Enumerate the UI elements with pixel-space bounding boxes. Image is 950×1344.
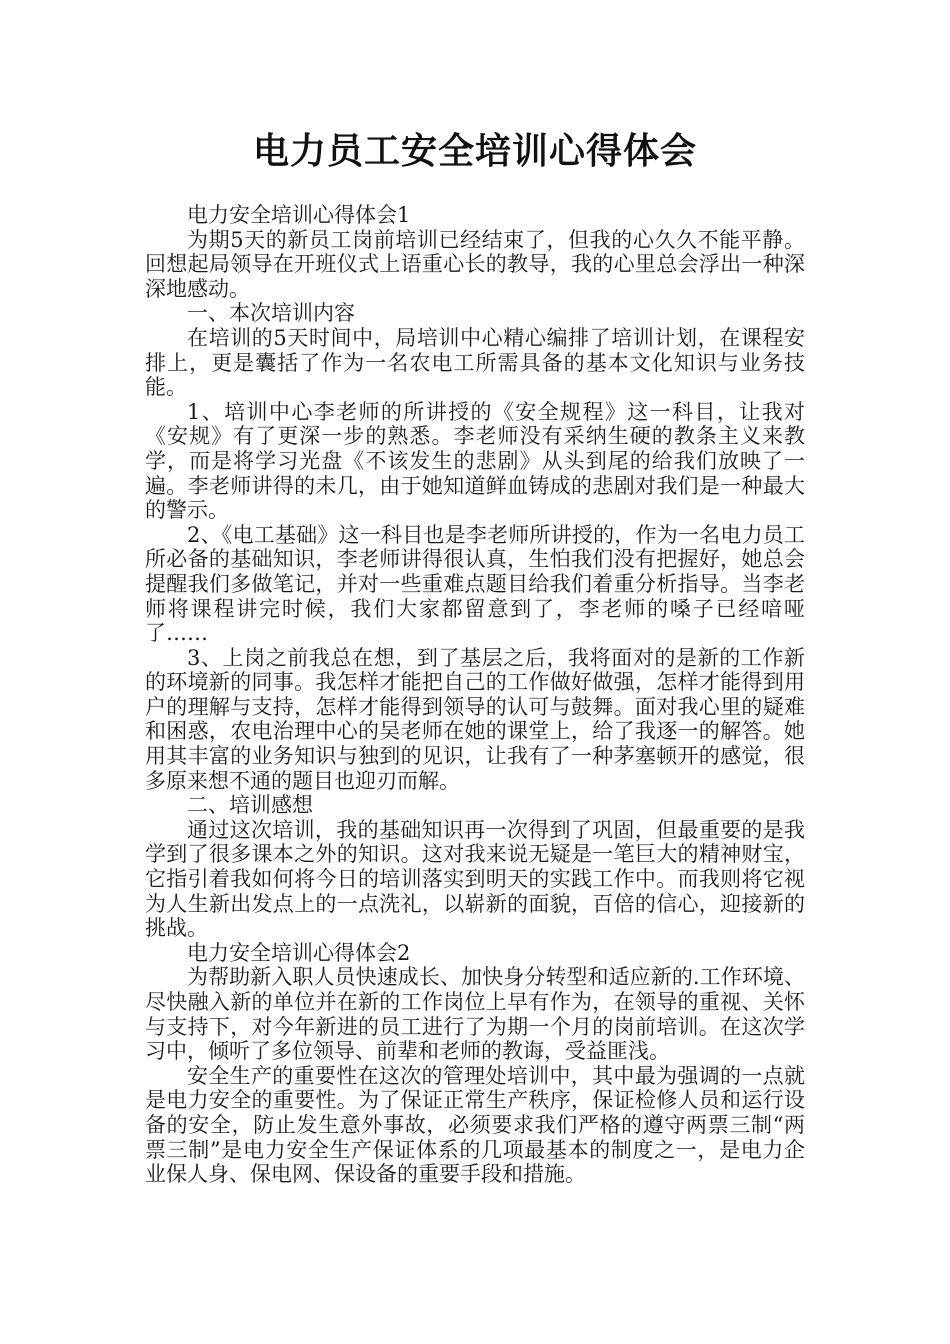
document-page: [145, 128, 805, 1187]
paragraph: 安全生产的重要性在这次的管理处培训中，其中最为强调的一点就是电力安全的重要性。为了保证正常生产秩序，保证检修人员和运行设备的安全，防止发生意外事故，必须要求我们严格的遵守两票三制“两票三制”是电力安全生产保证体系的几项最基本的制度之一，是电力企业保人身、保电网、保设备的重要手段和措施。: [145, 1063, 805, 1187]
section-heading: 二、培训感想: [187, 793, 313, 818]
paragraph: 为期5天的新员工岗前培训已经结束了，但我的心久久不能平静。回想起局领导在开班仪式上语重心长的教导，我的心里总会浮出一种深深地感动。: [145, 227, 805, 301]
paragraph: 1、培训中心李老师的所讲授的《安全规程》这一科目，让我对《安规》有了更深一步的熟悉。李老师没有采纳生硬的教条主义来教学，而是将学习光盘《不该发生的悲剧》从头到尾的给我们放映了一遍。李老师讲得的未几，由于她知道鲜血铸成的悲剧对我们是一种最大的警示。: [145, 399, 805, 523]
document-title: 电力员工安全培训心得体会: [252, 131, 697, 172]
paragraph: 通过这次培训，我的基础知识再一次得到了巩固，但最重要的是我学到了很多课本之外的知识。这对我来说无疑是一笔巨大的精神财宝，它指引着我如何将今日的培训落实到明天的实践工作中。而我则将它视为人生新出发点上的一点洗礼，以崭新的面貌，百倍的信心，迎接新的挑战。: [145, 817, 805, 941]
paragraph: 2、《电工基础》这一科目也是李老师所讲授的，作为一名电力员工所必备的基础知识，李老师讲得很认真，生怕我们没有把握好，她总会提醒我们多做笔记，并对一些重难点题目给我们着重分析指导。当李老师将课程讲完时候，我们大家都留意到了，李老师的嗓子已经喑哑了……: [145, 522, 805, 646]
paragraph: 为帮助新入职人员快速成长、加快身分转型和适应新的.工作环境、尽快融入新的单位并在新的工作岗位上早有作为，在领导的重视、关怀与支持下，对今年新进的员工进行了为期一个月的岗前培训。在这次学习中，倾听了多位领导、前辈和老师的教诲，受益匪浅。: [145, 965, 805, 1064]
document-body: [145, 203, 805, 1187]
paragraph: 3、上岗之前我总在想，到了基层之后，我将面对的是新的工作新的环境新的同事。我怎样才能把自己的工作做好做强，怎样才能得到用户的理解与支持，怎样才能得到领导的认可与鼓舞。面对我心里的疑难和困惑，农电治理中心的吴老师在她的课堂上，给了我逐一的解答。她用其丰富的业务知识与独到的见识，让我有了一种茅塞顿开的感觉，很多原来想不通的题目也迎刃而解。: [145, 645, 805, 793]
section-heading: 电力安全培训心得体会2: [187, 940, 411, 965]
section-heading: 一、本次培训内容: [187, 301, 355, 326]
paragraph: 在培训的5天时间中，局培训中心精心编排了培训计划，在课程安排上，更是囊括了作为一名农电工所需具备的基本文化知识与业务技能。: [145, 325, 805, 400]
section-heading: 电力安全培训心得体会1: [187, 203, 411, 227]
